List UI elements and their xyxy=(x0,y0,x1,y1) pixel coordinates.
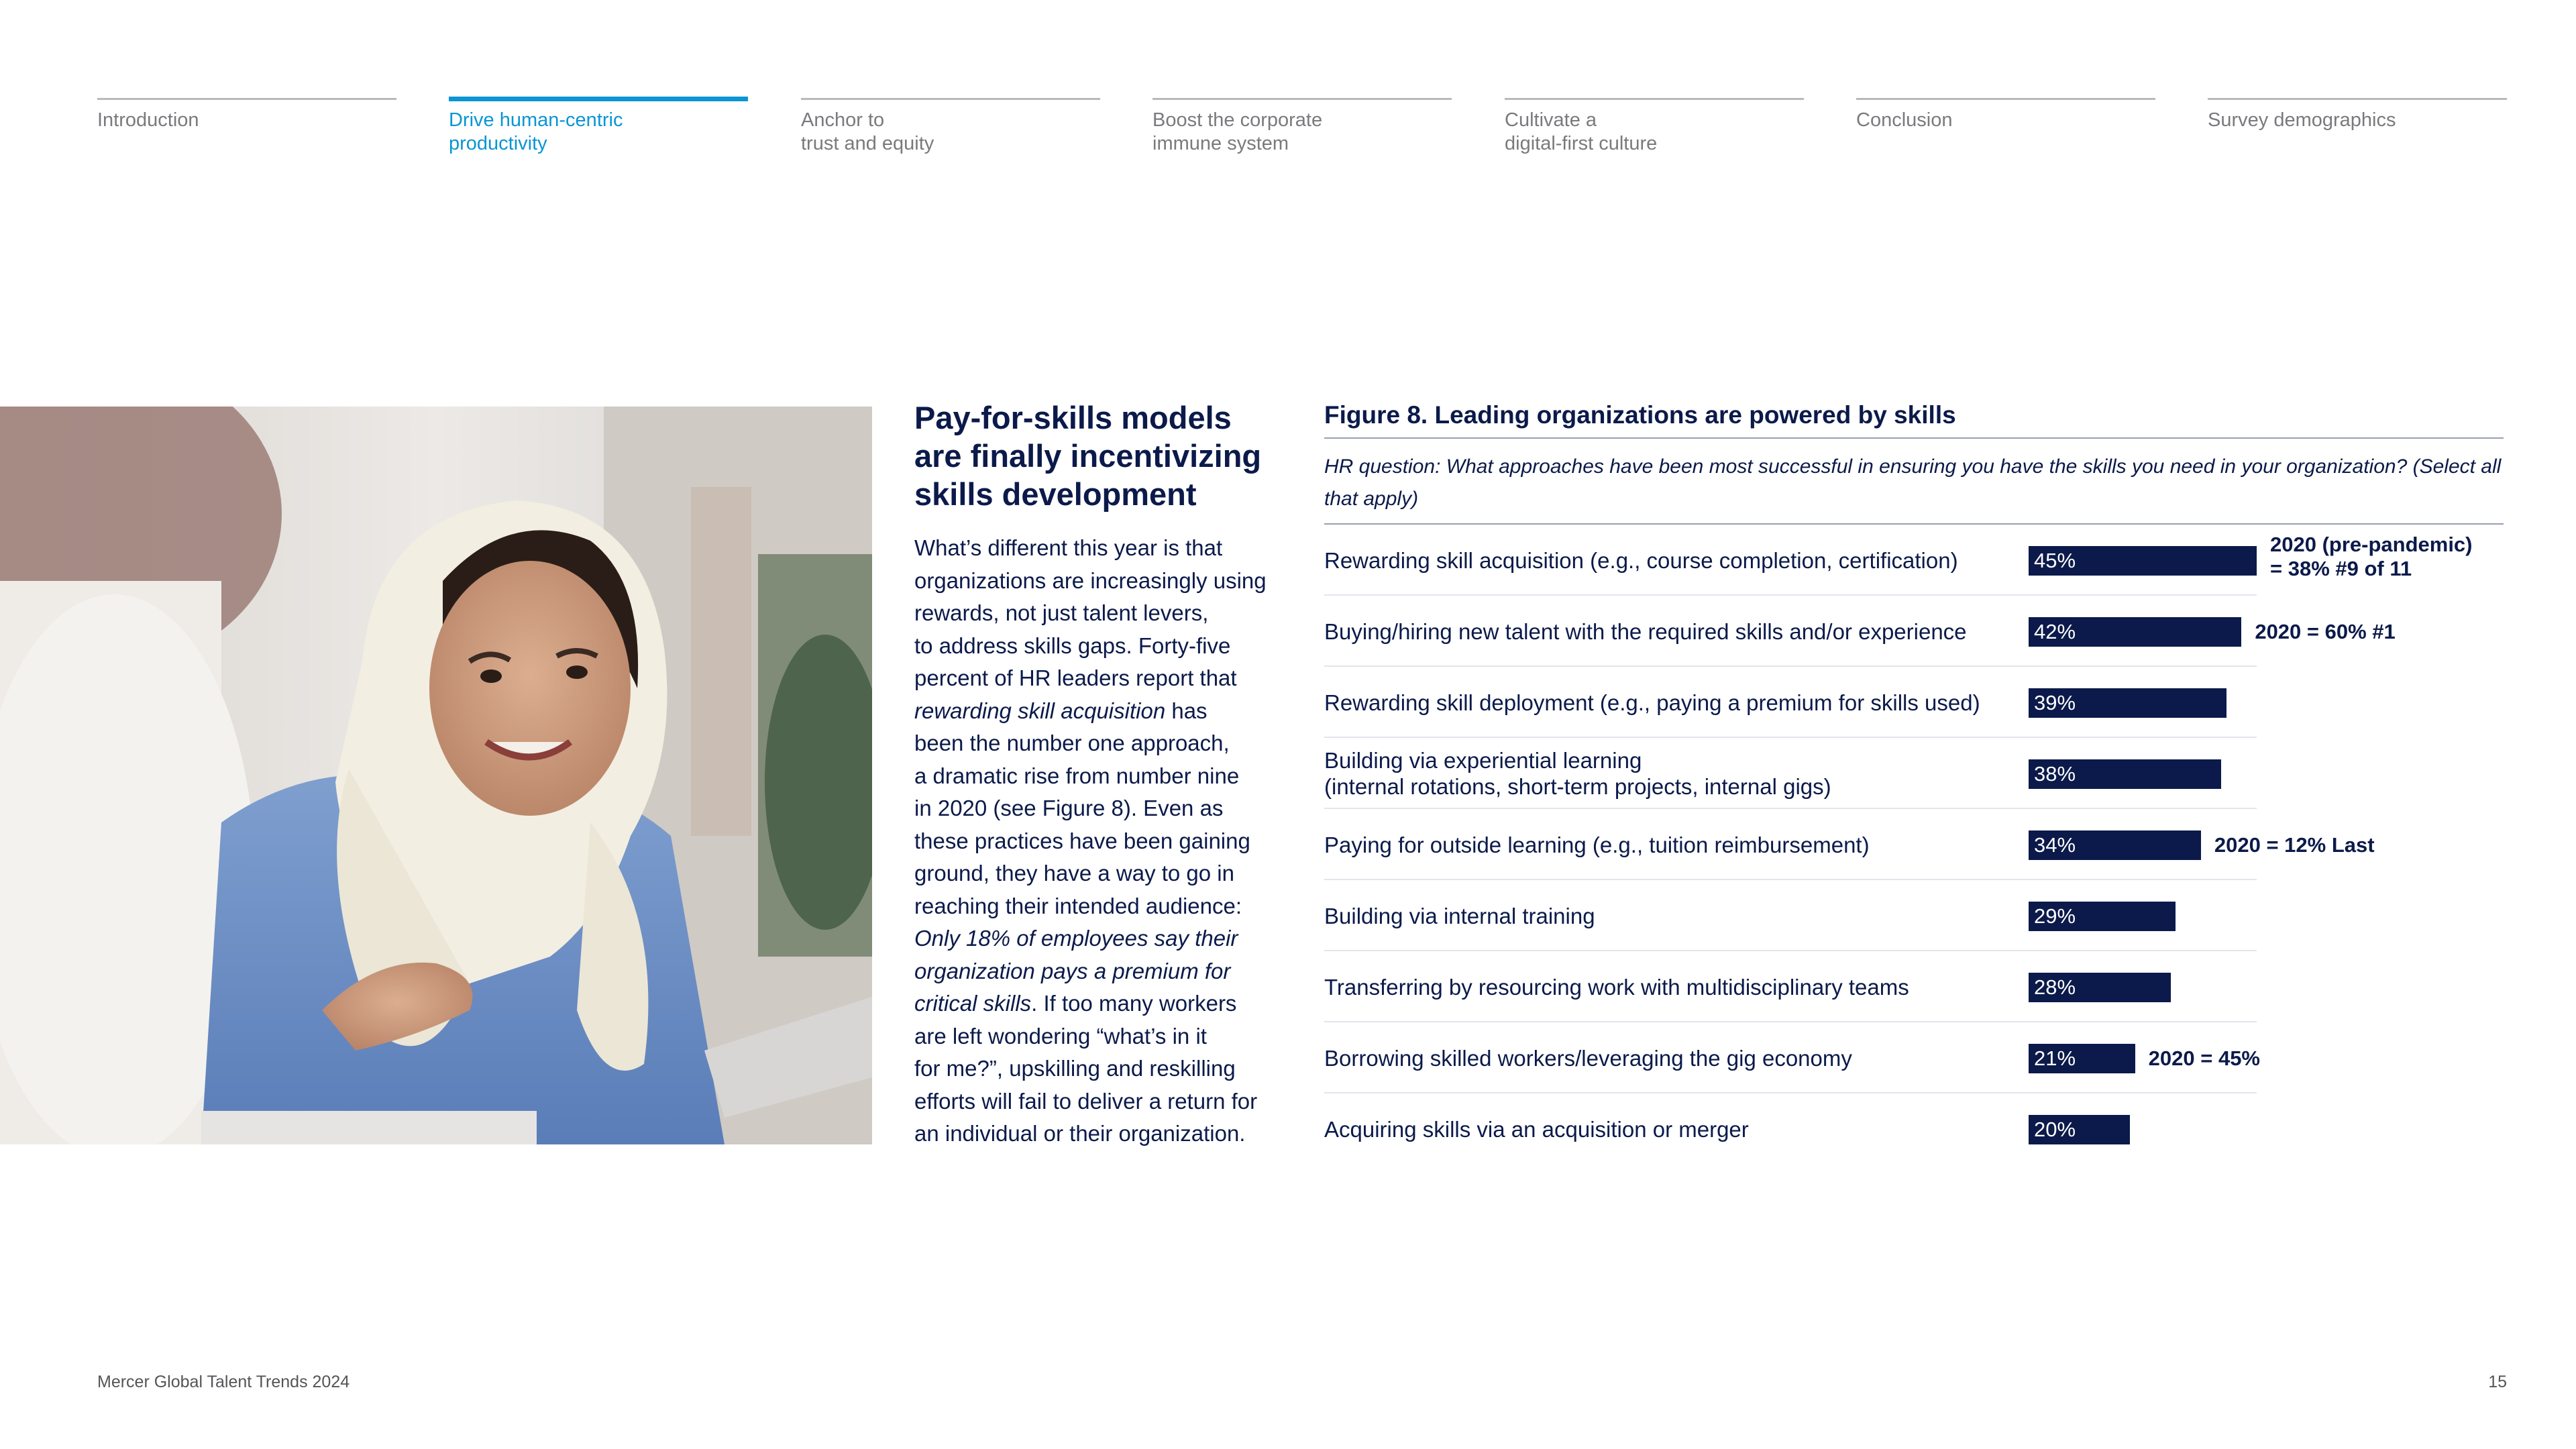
category-label: Building via experiential learning (internal rotations, short-term projects, internal gigs) xyxy=(1324,748,1831,799)
bar xyxy=(2029,830,2201,860)
nav-tab-drive-human-centric-productivity[interactable] xyxy=(449,98,748,172)
nav-tab-label: Boost the corporate immune system xyxy=(1152,109,1323,154)
article-body xyxy=(914,532,1290,1150)
nav-tab-cultivate-digital-first-culture[interactable] xyxy=(1505,98,1804,172)
page-number: 15 xyxy=(2488,1373,2507,1391)
chart-row xyxy=(1324,525,2504,596)
category-label: Borrowing skilled workers/leveraging the gig economy xyxy=(1324,1045,1852,1071)
bar-value-label: 45% xyxy=(2034,549,2076,572)
bar xyxy=(2029,617,2241,647)
bar-value-label: 28% xyxy=(2034,975,2076,999)
bar xyxy=(2029,1115,2130,1144)
chart-row xyxy=(1324,951,2504,1022)
category-label: Buying/hiring new talent with the required skills and/or experience xyxy=(1324,619,1967,644)
nav-tab-boost-corporate-immune-system[interactable] xyxy=(1152,98,1452,172)
chart-row xyxy=(1324,738,2504,809)
nav-rule xyxy=(801,98,1100,100)
bar-value-label: 20% xyxy=(2034,1118,2076,1141)
bar-value-label: 29% xyxy=(2034,904,2076,928)
category-label: Acquiring skills via an acquisition or merger xyxy=(1324,1116,1749,1142)
bar-value-label: 39% xyxy=(2034,691,2076,714)
nav-tab-label: Cultivate a digital-first culture xyxy=(1505,109,1658,154)
article xyxy=(914,398,1290,1150)
nav-tab-label: Drive human-centric productivity xyxy=(449,109,623,154)
bar-value-label: 34% xyxy=(2034,833,2076,857)
figure-divider xyxy=(1324,437,2504,439)
nav-tab-label: Conclusion xyxy=(1856,109,1953,131)
body-segment: What’s different this year is that organizations are increasingly using rewards, not just talent levers, to address skills gaps. Forty-five percent of HR leaders report that xyxy=(914,535,1267,690)
annotation-2020: 2020 = 12% Last xyxy=(2214,833,2375,857)
annotation-2020: 2020 (pre-pandemic) = 38% #9 of 11 xyxy=(2270,533,2473,580)
chart-row xyxy=(1324,596,2504,667)
nav-tab-introduction[interactable] xyxy=(97,98,396,172)
hero-photo xyxy=(0,407,872,1144)
body-emphasis: rewarding skill acquisition xyxy=(914,698,1166,723)
nav-rule xyxy=(97,98,396,100)
bar xyxy=(2029,973,2171,1002)
annotation-2020: 2020 = 45% xyxy=(2148,1046,2260,1070)
bar-value-label: 21% xyxy=(2034,1046,2076,1070)
nav-rule xyxy=(1856,98,2155,100)
nav-tab-label: Introduction xyxy=(97,109,199,131)
nav-tab-label: Survey demographics xyxy=(2208,109,2396,131)
footer-publication: Mercer Global Talent Trends 2024 xyxy=(97,1373,350,1391)
category-label: Rewarding skill acquisition (e.g., course completion, certification) xyxy=(1324,547,1958,573)
nav-tab-conclusion[interactable] xyxy=(1856,98,2155,172)
figure-8 xyxy=(1324,398,2504,1169)
nav-tab-label: Anchor to trust and equity xyxy=(801,109,934,154)
category-label: Building via internal training xyxy=(1324,903,1595,928)
category-label: Paying for outside learning (e.g., tuition reimbursement) xyxy=(1324,832,1870,857)
bar xyxy=(2029,546,2257,576)
chart-row xyxy=(1324,1022,2504,1093)
bar-value-label: 38% xyxy=(2034,762,2076,786)
chart-row xyxy=(1324,667,2504,738)
figure-question: HR question: What approaches have been most successful in ensuring you have the skills you need in your organization? (Select all that apply) xyxy=(1324,455,2502,510)
body-segment: has been the number one approach, a dramatic rise from number nine in 2020 (see Figure 8). Even as these practices have been gaining ground, they have a way to go in reaching their intended audience: xyxy=(914,698,1250,918)
nav-tab-survey-demographics[interactable] xyxy=(2208,98,2507,172)
bar xyxy=(2029,902,2176,931)
nav-rule-active xyxy=(449,97,748,101)
section-nav xyxy=(97,98,2507,172)
chart-row xyxy=(1324,1093,2504,1165)
chart-row xyxy=(1324,809,2504,880)
nav-tab-anchor-to-trust-and-equity[interactable] xyxy=(801,98,1100,172)
annotation-2020: 2020 = 60% #1 xyxy=(2255,620,2396,643)
nav-rule xyxy=(2208,98,2507,100)
chart-row xyxy=(1324,880,2504,951)
article-headline: Pay-for-skills models are finally incentivizing skills development xyxy=(914,400,1262,512)
nav-rule xyxy=(1152,98,1452,100)
nav-rule xyxy=(1505,98,1804,100)
category-label: Transferring by resourcing work with multidisciplinary teams xyxy=(1324,974,1909,1000)
bar xyxy=(2029,759,2221,789)
body-emphasis: Only 18% of employees say their organization pays a premium for critical skills xyxy=(914,926,1238,1016)
bar-value-label: 42% xyxy=(2034,620,2076,643)
body-segment: . If too many workers are left wondering “what’s in it for me?”, upskilling and reskilling efforts will fail to deliver a return for an individual or their organization. xyxy=(914,991,1258,1146)
figure-title: Figure 8. Leading organizations are powered by skills xyxy=(1324,401,1956,429)
bar xyxy=(2029,1044,2135,1073)
category-label: Rewarding skill deployment (e.g., paying a premium for skills used) xyxy=(1324,690,1980,715)
bar-chart xyxy=(1324,525,2504,1169)
bar xyxy=(2029,688,2226,718)
